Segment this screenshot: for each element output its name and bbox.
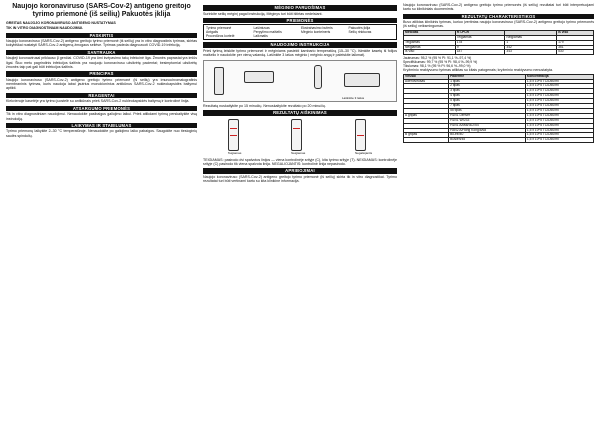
intro-line-2: TIK IN VITRO DIAGNOSTINIAM NAUDOJIMUI.: [6, 26, 84, 31]
paragraph-paruosimas: Surinkite seilių mėginį pagal instrukciją. Mėginys turi būti ištirtas nedelsiant.: [203, 11, 323, 16]
section-heading-rezultatai: REZULTATŲ AIŠKINIMAS: [203, 110, 397, 116]
paragraph-principas: Naujojo koronaviruso (SARS-Cov-2) antigeno greitojo tyrimo priemonė (iš seilių) yra imunochromatografinis membraninis tyrimas, kuris naudoja labai jautrius monokloninius antikūnus SARS-Cov-2 nukleokapsidės baltymui aptikti.: [6, 77, 197, 91]
section-heading-instrukcija: NAUDOJIMO INSTRUKCIJA: [203, 42, 397, 48]
column-right: [403, 3, 594, 420]
table-cell: 178: [455, 40, 505, 45]
cassette-drop-illustration: [344, 73, 380, 87]
table-cell: 1: [505, 40, 557, 45]
table-cell: H1N1 Denver: [449, 113, 526, 118]
table-header-cell: Koncentracija: [525, 74, 593, 79]
table-header-cell: Metodas: [404, 30, 456, 35]
table-cell: 1,5 x 10^5 TCID50/ml: [525, 99, 593, 104]
strip-graphic: [228, 119, 239, 151]
document-title: Naujojo koronaviruso (SARS-Cov-2) antigeno greitojo tyrimo priemonė (iš seilių) Pakuotės įklija: [12, 3, 191, 18]
table-cell: Iš viso: [404, 50, 456, 55]
performance-stat: Jautrumas: 95,2 % (95 % PI: 91,1 %–97,4 %): [403, 56, 472, 61]
table-cell: 1,5 x 10^5 TCID50/ml: [525, 108, 593, 113]
section-heading-apribojimai: APRIBOJIMAI: [203, 168, 397, 174]
table-cell: H1N1 WS/33: [449, 118, 526, 123]
figure-caption: Lašinkite 3 lašus: [342, 95, 365, 100]
table-cell: A gripas: [404, 113, 449, 118]
paragraph-reagentai: Kiekvienoje kasetėje yra tyrimo juostelė su antikūnais prieš SARS-Cov-2 nukleokapsidės baltymą ir kontrolinė linija.: [6, 99, 190, 104]
kit-item: Lašintuvas: [253, 26, 270, 31]
table-cell: 1,5 x 10^5 TCID50/ml: [525, 118, 593, 123]
table-header-cell: RT-PCR: [455, 30, 505, 35]
test-line: [357, 135, 364, 136]
performance-table: [403, 30, 594, 56]
kit-item: Ekstrahavimo buferis: [301, 26, 333, 31]
kit-item: Procedūros kortelė: [206, 34, 235, 39]
table-cell: 7 tipas: [449, 104, 526, 109]
table-cell: 1,5 x 10^5 TCID50/ml: [525, 138, 593, 143]
result-strips: [203, 119, 397, 155]
kit-item: Mėginio konteineris: [301, 30, 331, 35]
table-cell: B gripas: [404, 133, 449, 138]
table-cell: 1,5 x 10^5 TCID50/ml: [525, 94, 593, 99]
table-cell: 187: [455, 50, 505, 55]
paragraph-rezultatai: TEIGIAMAS: pasirodo dvi spalvotos linijos — viena kontrolinėje srityje (C), kita tyrimo srityje (T). NEIGIAMAS: kontrolinėje srityje (C) pasirodo tik viena spalvota linija. NEGALIOJANTIS: kontrolinė linija nepasirodo.: [203, 157, 397, 166]
kit-item: Laikmatis: [253, 34, 268, 39]
table-cell: 1,5 x 10^5 TCID50/ml: [525, 89, 593, 94]
test-cassette-illustration: [244, 71, 274, 83]
kit-item: Tyrimo priemonė: [206, 26, 232, 31]
table-cell: Neigiamas: [404, 45, 456, 50]
kit-contents-list: [203, 24, 397, 40]
table-cell: 1,5 x 10^5 TCID50/ml: [525, 123, 593, 128]
strip-label: Teigiamas: [227, 150, 242, 155]
table-cell: B/Lee/40: [449, 133, 526, 138]
strip-negative: [291, 119, 305, 155]
paragraph-intro-right: Naujojo koronaviruso (SARS-Cov-2) antigeno greitojo tyrimo priemonės (iš seilių) rezultatai turi būti interpretuojami kartu su klinikiniais duomenimis.: [403, 3, 594, 12]
table-cell: 55 tipas: [449, 108, 526, 113]
column-middle: [203, 3, 397, 420]
table-header-cell: Virusai: [404, 74, 449, 79]
table-cell: H1N1 A/Mal/302/54: [449, 123, 526, 128]
strip-graphic: [291, 119, 302, 151]
performance-stat: Tikslumas: 98,1 % (95 % PI: 96,6 %–99,0 %): [403, 64, 471, 69]
kit-item: Perpylimo maišelis: [253, 30, 282, 35]
paragraph-santrauka: Naujieji koronavirusai priklauso β genčiai. COVID-19 yra ūmi kvėpavimo takų infekcinė liga. Žmonės paprastai yra imlūs ligai. Šiuo metu pagrindinis infekcijos šaltinis yra naujuoju koronavirusu užsikrėtę pacientai; besimptomiai užsikrėtę žmonės taip pat gali būti infekcijos šaltinis.: [6, 56, 197, 69]
table-cell: B/Allen/45: [449, 138, 526, 143]
strip-label: Neigiamas: [291, 150, 306, 155]
table-cell: 5 tipas: [449, 99, 526, 104]
paragraph-apribojimai: Naujojo koronaviruso (SARS-Cov-2) antigeno greitojo tyrimo priemonė (iš seilių) skirta tik in vitro diagnostikai. Tyrimo rezultatai turi būti vertinami kartu su kita klinikine informacija.: [203, 174, 397, 184]
dropper-illustration: [314, 65, 322, 89]
paragraph-laikymas: Tyrimo priemonę laikykite 2–30 °C temperatūroje. Nenaudokite po galiojimo laiko pabaigos. Saugokite nuo tiesioginių saulės spindulių.: [6, 129, 197, 138]
section-heading-atsargumo: ATSARGUMO PRIEMONĖS: [6, 106, 197, 112]
section-heading-principas: PRINCIPAS: [6, 71, 197, 77]
table-cell: 9: [455, 45, 505, 50]
paragraph-charakteristikos: Buvo atliktas klinikinis tyrimas, kuriuo įvertintas naujojo koronaviruso (SARS-Cov-2) antigeno greitojo tyrimo priemonės (iš seilių) veiksmingumas.: [403, 20, 594, 29]
cross-reactivity-table: [403, 74, 594, 144]
strip-label: Negaliojantis: [354, 150, 373, 155]
collection-tube-illustration: [214, 67, 224, 95]
strip-positive: [228, 119, 242, 155]
kit-item: Pakuotės įklija: [348, 26, 371, 31]
strip-invalid: [355, 119, 372, 155]
control-line: [293, 128, 300, 129]
table-cell: 1,5 x 10^5 TCID50/ml: [525, 128, 593, 133]
kit-item: Seilių rinktuvas: [348, 30, 372, 35]
table-cell: 1,5 x 10^5 TCID50/ml: [525, 113, 593, 118]
table-cell: 342: [505, 45, 557, 50]
column-left: [6, 3, 197, 420]
section-heading-paskirtis: PASKIRTIS: [6, 33, 197, 39]
table-header-cell: Iš viso: [557, 30, 594, 35]
table-cell: [404, 138, 449, 143]
table-cell: 1,5 x 10^5 TCID50/ml: [525, 104, 593, 109]
table-cell: 4 tipas: [449, 94, 526, 99]
procedure-illustration: [203, 60, 397, 102]
table-cell: 530: [557, 50, 594, 55]
table-cell: 179: [557, 40, 594, 45]
table-cell: Neigiamas: [505, 35, 557, 40]
section-heading-santrauka: SANTRAUKA: [6, 50, 197, 56]
paragraph-paskirtis: Naujojo koronaviruso (SARS-Cov-2) antigeno greitojo tyrimo priemonė (iš seilių) yra in vitro diagnostinis tyrimas, skirtas kokybiškai nustatyti SARS-Cov-2 antigeną žmogaus seilėse. Tyrimas padeda diagnozuoti COVID-19 infekciją.: [6, 39, 197, 48]
table-cell: 1,5 x 10^5 TCID50/ml: [525, 133, 593, 138]
table-row: [404, 138, 594, 143]
strip-graphic: [355, 119, 366, 151]
performance-stat: Specifiškumas: 99,7 % (95 % PI: 98,4 %–99,9 %): [403, 60, 478, 65]
table-cell: 1 tipas: [449, 79, 526, 84]
table-cell: 1,5 x 10^5 TCID50/ml: [525, 84, 593, 89]
table-cell: 2 tipas: [449, 84, 526, 89]
section-heading-laikymas: LAIKYMAS IR STABILUMAS: [6, 123, 197, 129]
table-cell: Teigiamas: [404, 40, 456, 45]
table-cell: 351: [557, 45, 594, 50]
section-heading-paruosimas: MĖGINIO PARUOŠIMAS: [203, 5, 397, 11]
test-line: [230, 135, 237, 136]
paragraph-read-note: Rezultatą nuskaitykite po 15 minučių. Nenuskaitykite rezultato po 20 minučių.: [203, 103, 326, 108]
table-cell: Adenovirusas: [404, 79, 449, 84]
section-heading-priemones: PRIEMONĖS: [203, 18, 397, 24]
section-heading-charakteristikos: REZULTATŲ CHARAKTERISTIKOS: [403, 14, 594, 20]
kit-item: Antgalis: [206, 30, 219, 35]
table-cell: H3N2 A/Hong Kong/8/68: [449, 128, 526, 133]
table-cell: 3 tipas: [449, 89, 526, 94]
table-cell: 343: [505, 50, 557, 55]
paragraph-cross-reactivity: Kryžminio reaktyvumo tyrimas atliktas su kitais patogenais; kryžminio reaktyvumo nenustatyta.: [403, 68, 553, 73]
control-line: [230, 128, 237, 129]
intro-line-1: GREITAS NAUJOJO KORONAVIRUSO ANTIGENO NUSTATYMAS: [6, 21, 116, 25]
paragraph-atsargumo: Tik in vitro diagnostiniam naudojimui. Nenaudokite pasibaigus galiojimo laikui. Prieš atlikdami tyrimą perskaitykite visą instrukciją.: [6, 112, 197, 121]
table-row: [404, 50, 594, 55]
table-cell: 1,5 x 10^5 TCID50/ml: [525, 79, 593, 84]
table-cell: Teigiamas: [455, 35, 505, 40]
section-heading-reagentai: REAGENTAI: [6, 93, 197, 99]
table-header-cell: Padermė: [449, 74, 526, 79]
paragraph-instrukcija: Prieš tyrimą leiskite tyrimo priemonei ir mėginiams pasiekti kambario temperatūrą (15–30 °C). Išimkite kasetę iš folijos maišelio ir naudokite per vieną valandą. Lašinkite 3 lašus mėginio į mėginio angą ir paleiskite laikmatį.: [203, 49, 397, 58]
